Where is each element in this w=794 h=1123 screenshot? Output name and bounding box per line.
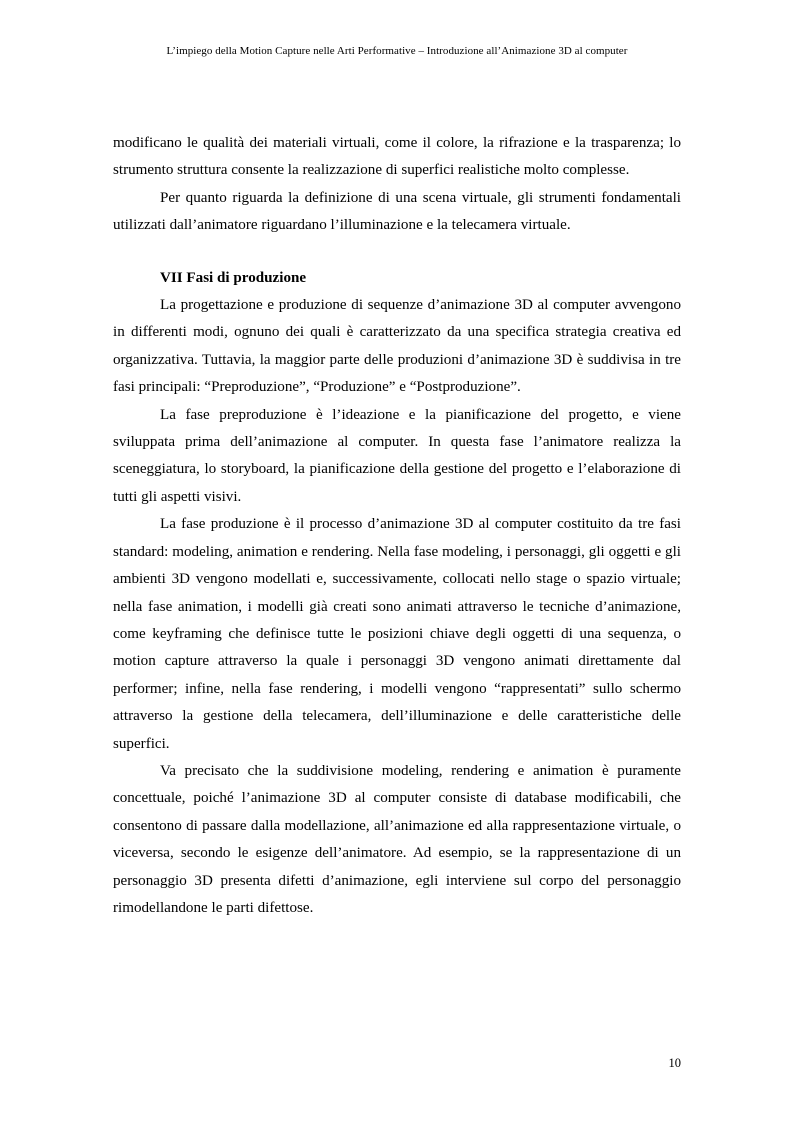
paragraph-conceptual: Va precisato che la suddivisione modeling, rendering e animation è puramente concettuale, poiché l’animazione 3D al computer consiste di database modificabili, che consentono di passare dalla modellazione, all’animazione ed alla rappresentazione virtuale, o viceversa, secondo le esigenze dell’animatore. Ad esempio, se la rappresentazione di un personaggio 3D presenta difetti d’animazione, egli interviene sul corpo del personaggio rimodellandone le parti difettose. xyxy=(113,762,681,916)
page-number: 10 xyxy=(668,1056,681,1070)
paragraph-intro: La progettazione e produzione di sequenze d’animazione 3D al computer avvengono in differenti modi, ognuno dei quali è caratterizzato da una specifica strategia creativa ed organizzativa. Tuttavia, la maggior parte delle produzioni d’animazione 3D è suddivisa in tre fasi principali: “Preproduzione”, “Produzione” e “Postproduzione”. xyxy=(113,297,681,396)
running-header: L’impiego della Motion Capture nelle Arti Performative – Introduzione all’Animazione 3D al computer xyxy=(166,45,628,57)
paragraph-continued: modificano le qualità dei materiali virtuali, come il colore, la rifrazione e la trasparenza; lo strumento struttura consente la realizzazione di superfici realistiche molto complesse. xyxy=(113,135,681,179)
paragraph-preproduction: La fase preproduzione è l’ideazione e la pianificazione del progetto, e viene sviluppata prima dell’animazione al computer. In questa fase l’animatore realizza la sceneggiatura, lo storyboard, la pianificazione della gestione del progetto e l’elaborazione di tutti gli aspetti visivi. xyxy=(113,406,681,505)
paragraph-production: La fase produzione è il processo d’animazione 3D al computer costituito da tre fasi standard: modeling, animation e rendering. Nella fase modeling, i personaggi, gli oggetti e gli ambienti 3D vengono modellati e, successivamente, collocati nello stage o spazio virtuale; nella fase animation, i modelli già creati sono animati attraverso le tecniche d’animazione, come keyframing che definisce tutte le posizioni chiave degli oggetti di una sequenza, o motion capture attraverso la quale i personaggi 3D vengono animati direttamente dal performer; infine, nella fase rendering, i modelli vengono “rappresentati” sullo schermo attraverso la gestione della telecamera, dell’illuminazione e delle caratteristiche delle superfici. xyxy=(113,516,681,752)
paragraph-scene: Per quanto riguarda la definizione di una scena virtuale, gli strumenti fondamentali utilizzati dall’animatore riguardano l’illuminazione e la telecamera virtuale. xyxy=(113,189,681,234)
section-heading: VII Fasi di produzione xyxy=(160,269,307,286)
page-body xyxy=(113,130,681,922)
